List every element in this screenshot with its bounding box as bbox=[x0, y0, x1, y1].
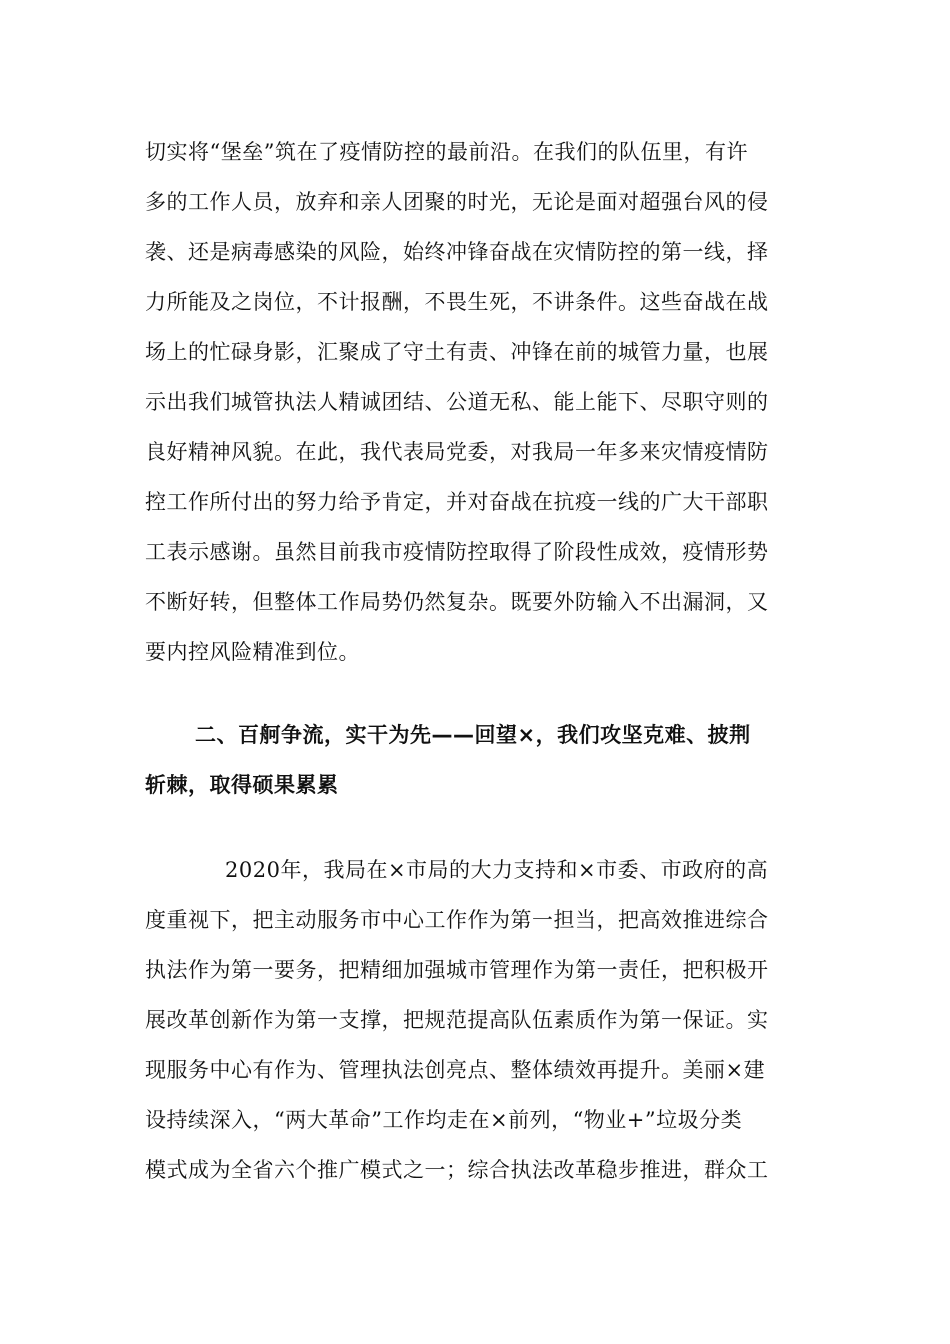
paragraph-line: 切实将“堡垒”筑在了疫情防控的最前沿。在我们的队伍里，有许 bbox=[145, 140, 748, 164]
paragraph-line: 良好精神风貌。在此，我代表局党委，对我局一年多来灾情疫情防 bbox=[145, 440, 769, 464]
paragraph-line: 设持续深入，“两大革命”工作均走在×前列，“物业+”垃圾分类 bbox=[145, 1108, 743, 1132]
paragraph-line: 袭、还是病毒感染的风险，始终冲锋奋战在灾情防控的第一线，择 bbox=[145, 240, 769, 264]
paragraph-line: 力所能及之岗位，不计报酬，不畏生死，不讲条件。这些奋战在战 bbox=[145, 290, 769, 314]
paragraph-line: 执法作为第一要务，把精细加强城市管理作为第一责任，把积极开 bbox=[145, 958, 769, 982]
paragraph-line: 现服务中心有作为、管理执法创亮点、整体绩效再提升。美丽×建 bbox=[145, 1058, 766, 1082]
paragraph-line: 工表示感谢。虽然目前我市疫情防控取得了阶段性成效，疫情形势 bbox=[145, 540, 769, 564]
heading-line: 二、百舸争流，实干为先——回望×，我们攻坚克难、披荆 bbox=[195, 723, 751, 747]
paragraph-line: 2020年，我局在×市局的大力支持和×市委、市政府的高 bbox=[225, 858, 769, 882]
paragraph-line: 控工作所付出的努力给予肯定，并对奋战在抗疫一线的广大干部职 bbox=[145, 490, 769, 514]
paragraph-line: 示出我们城管执法人精诚团结、公道无私、能上能下、尽职守则的 bbox=[145, 390, 769, 414]
paragraph-line: 展改革创新作为第一支撑，把规范提高队伍素质作为第一保证。实 bbox=[145, 1008, 769, 1032]
paragraph-line: 模式成为全省六个推广模式之一；综合执法改革稳步推进，群众工 bbox=[145, 1158, 769, 1182]
paragraph-line: 度重视下，把主动服务市中心工作作为第一担当，把高效推进综合 bbox=[145, 908, 769, 932]
paragraph-line: 场上的忙碌身影，汇聚成了守土有责、冲锋在前的城管力量，也展 bbox=[145, 340, 769, 364]
paragraph-line: 不断好转，但整体工作局势仍然复杂。既要外防输入不出漏洞，又 bbox=[145, 590, 769, 614]
paragraph-line: 要内控风险精准到位。 bbox=[145, 640, 360, 664]
paragraph-line: 多的工作人员，放弃和亲人团聚的时光，无论是面对超强台风的侵 bbox=[145, 190, 769, 214]
heading-line: 斩棘，取得硕果累累 bbox=[145, 773, 339, 797]
